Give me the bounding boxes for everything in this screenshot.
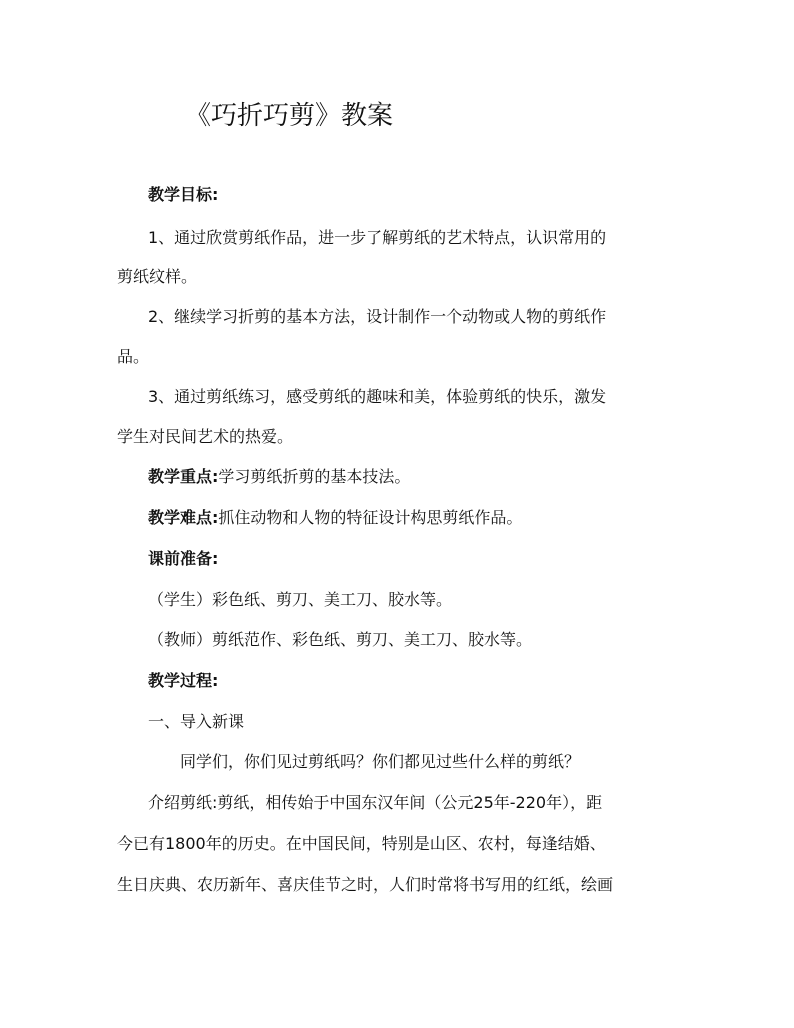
objective-1-line-2: 剪纸纹样。 <box>117 267 198 286</box>
intro-line-1: 介绍剪纸:剪纸，相传始于中国东汉年间（公元25年-220年），距 <box>148 793 603 812</box>
section-1-heading: 一、导入新课 <box>148 712 245 731</box>
intro-line-2: 今已有1800年的历史。在中国民间，特别是山区、农村，每逢结婚、 <box>117 834 606 853</box>
objective-3-line-1: 3、通过剪纸练习，感受剪纸的趣味和美，体验剪纸的快乐，激发 <box>148 387 607 406</box>
difficulty-text: 抓住动物和人物的特征设计构思剪纸作品。 <box>218 508 523 527</box>
objectives-heading: 教学目标: <box>148 185 219 204</box>
objective-1-line-1: 1、通过欣赏剪纸作品，进一步了解剪纸的艺术特点，认识常用的 <box>148 228 607 247</box>
document-title: 《巧折巧剪》教案 <box>185 101 394 131</box>
difficulty-line <box>148 508 522 528</box>
key-point-label: 教学重点: <box>148 467 219 486</box>
objective-3-line-2: 学生对民间艺术的热爱。 <box>117 427 294 446</box>
intro-line-3: 生日庆典、农历新年、喜庆佳节之时，人们时常将书写用的红纸，绘画 <box>117 875 614 894</box>
key-point-line <box>148 467 410 487</box>
key-point-text: 学习剪纸折剪的基本技法。 <box>218 467 411 486</box>
intro-question: 同学们，你们见过剪纸吗？你们都见过些什么样的剪纸？ <box>180 752 581 771</box>
objective-2-line-1: 2、继续学习折剪的基本方法，设计制作一个动物或人物的剪纸作 <box>148 307 607 326</box>
difficulty-label: 教学难点: <box>148 508 219 527</box>
process-heading: 教学过程: <box>148 671 219 690</box>
objective-2-line-2: 品。 <box>117 347 150 366</box>
prep-students: （学生）彩色纸、剪刀、美工刀、胶水等。 <box>148 590 453 609</box>
prep-heading: 课前准备: <box>148 549 219 568</box>
prep-teacher: （教师）剪纸范作、彩色纸、剪刀、美工刀、胶水等。 <box>148 630 533 649</box>
